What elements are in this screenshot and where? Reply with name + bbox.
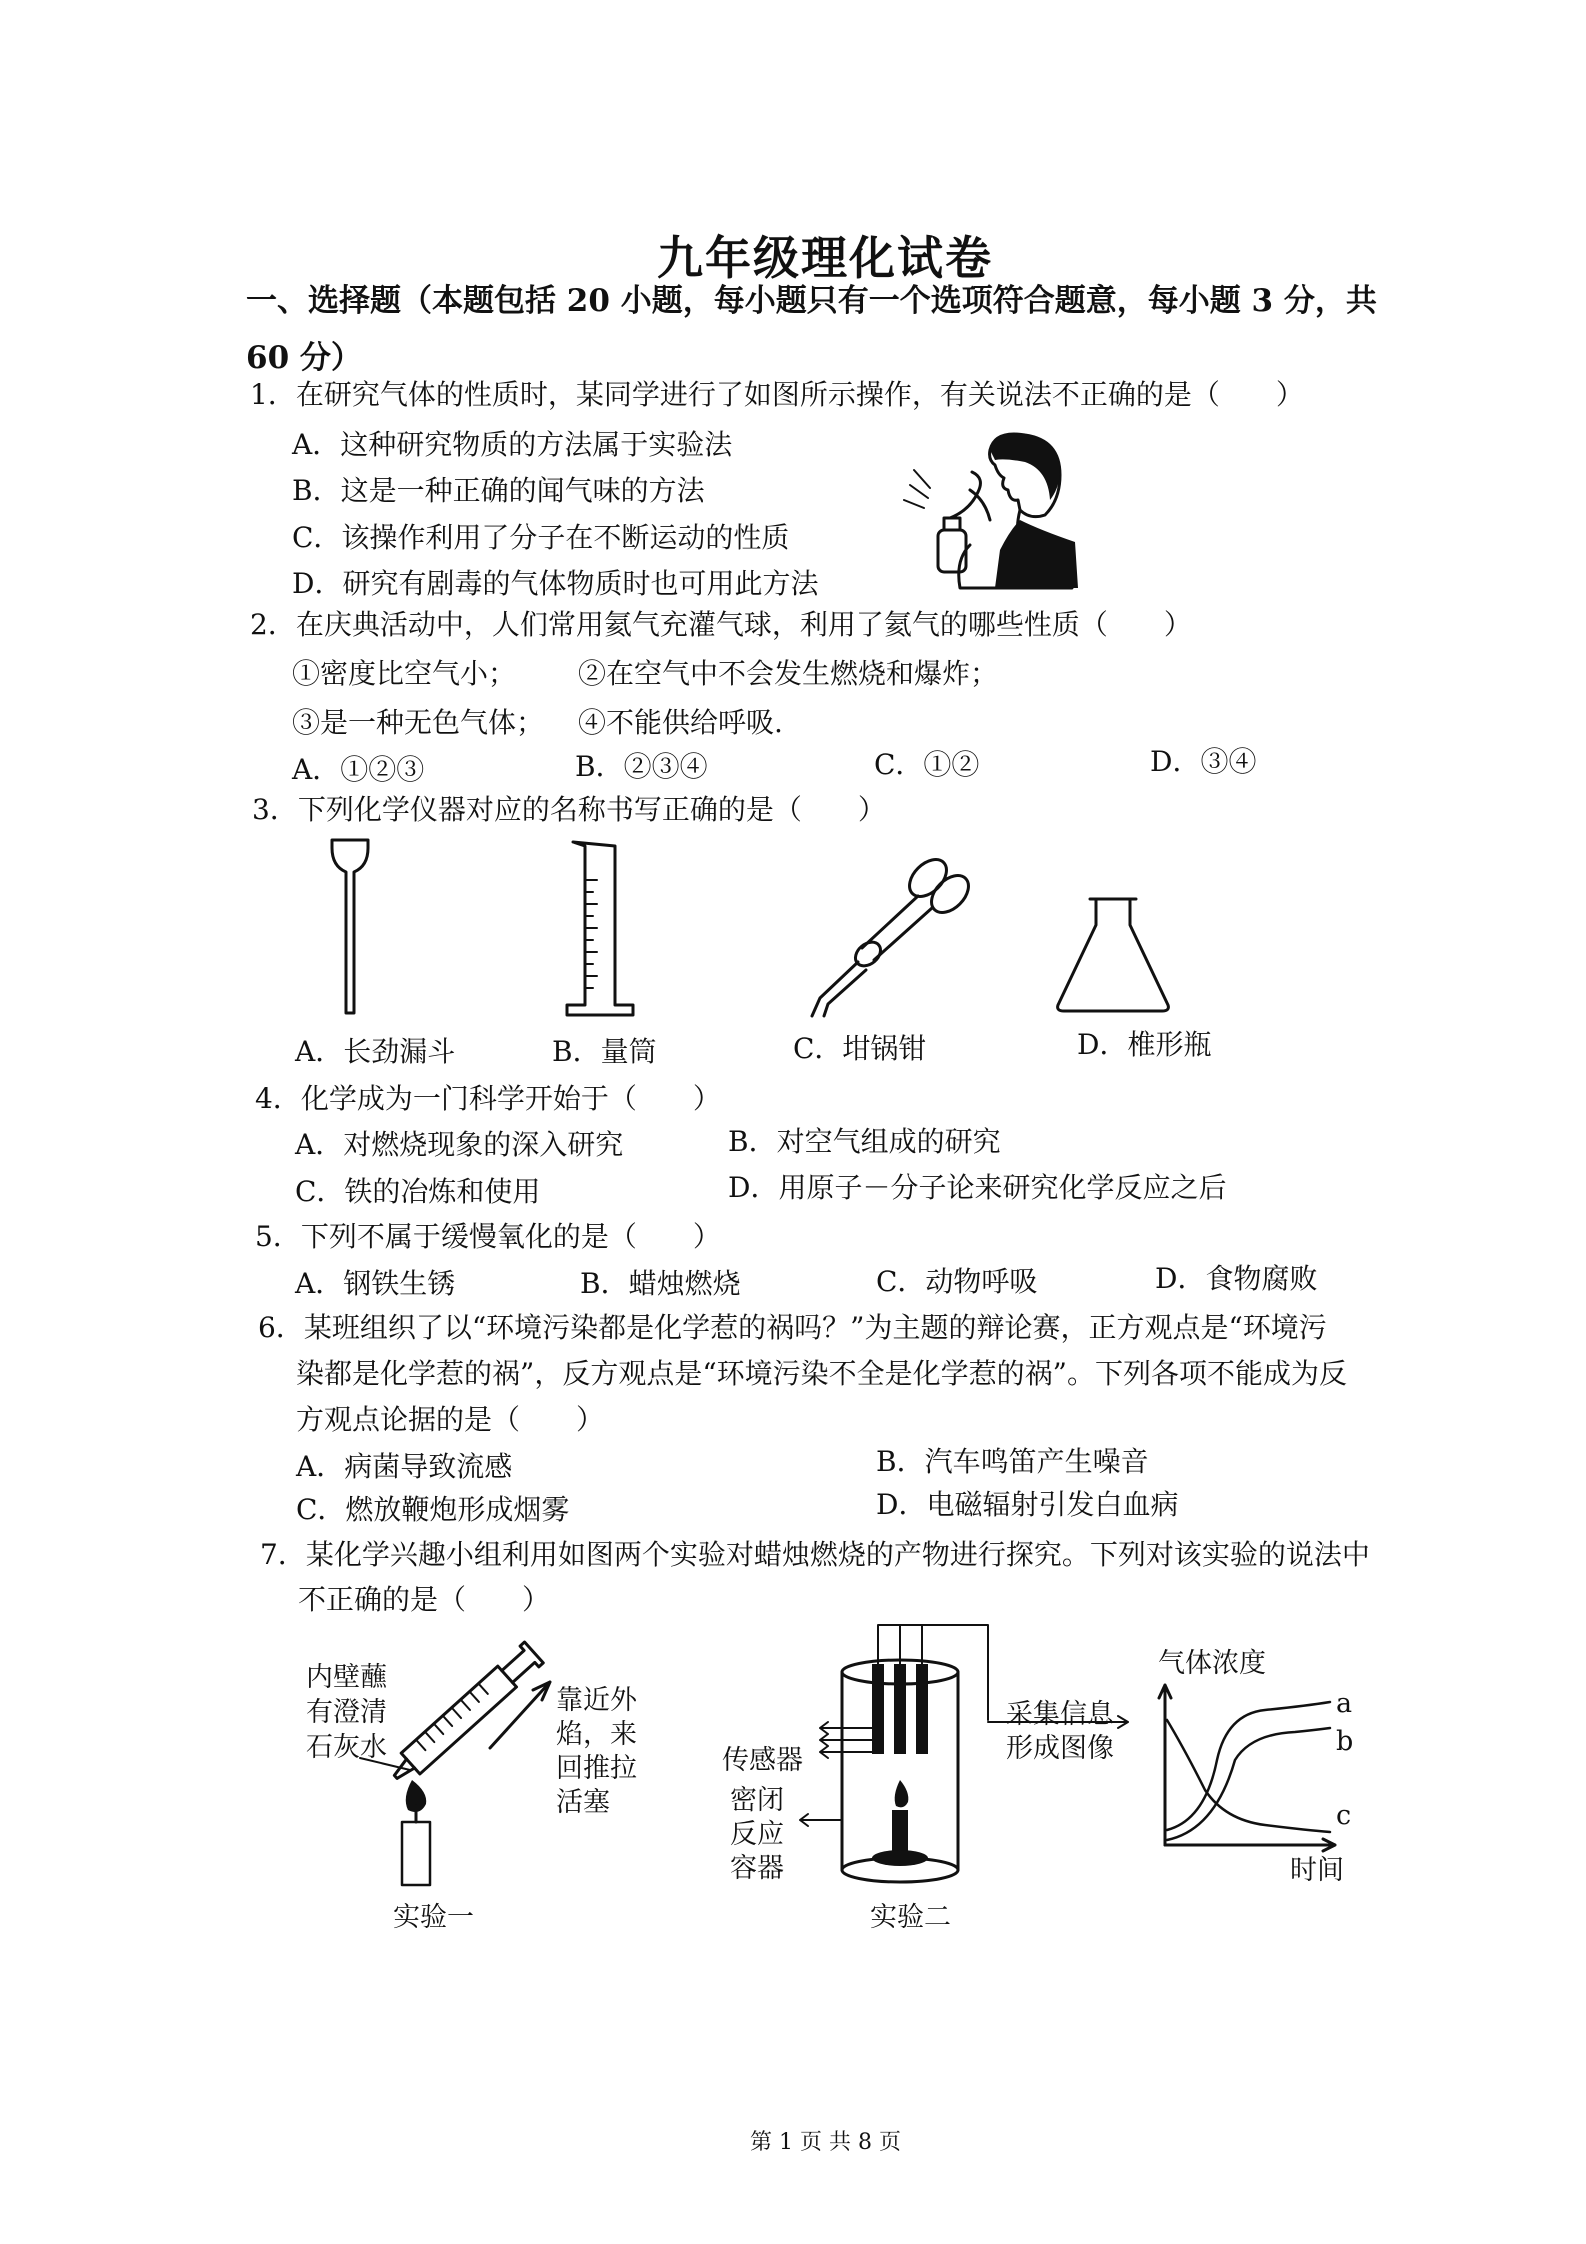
q2-statement-2: ②在空气中不会发生燃烧和爆炸；: [578, 657, 999, 690]
curve-b-label: b: [1336, 1726, 1354, 1757]
exp2-collect-label2: 形成图像: [1006, 1733, 1114, 1764]
q2-statement-1: ①密度比空气小；: [292, 657, 517, 690]
q6-option-b: B．汽车鸣笛产生噪音: [876, 1445, 1149, 1478]
exp1-label-b4: 活塞: [556, 1787, 610, 1818]
sealed-container-figure: [800, 1620, 1010, 1900]
exp1-caption: 实验一: [393, 1902, 474, 1933]
q5-option-c: C．动物呼吸: [876, 1265, 1038, 1298]
q4-option-b: B．对空气组成的研究: [728, 1125, 1001, 1158]
page-footer: 第 1 页 共 8 页: [750, 2130, 901, 2155]
q4-option-d: D．用原子－分子论来研究化学反应之后: [728, 1171, 1227, 1204]
question-5-stem: 5．下列不属于缓慢氧化的是（ ）: [255, 1220, 721, 1253]
exp1-label-b3: 回推拉: [556, 1753, 637, 1784]
q1-option-c: C．该操作利用了分子在不断运动的性质: [292, 521, 790, 554]
q3-option-d: D．椎形瓶: [1077, 1028, 1212, 1061]
question-7-line1: 7．某化学兴趣小组利用如图两个实验对蜡烛燃烧的产物进行探究。下列对该实验的说法中: [260, 1538, 1370, 1571]
q3-option-c: C．坩锅钳: [793, 1032, 927, 1065]
exp1-label-a1: 内壁蘸: [306, 1662, 387, 1693]
curve-a-label: a: [1336, 1688, 1353, 1719]
q2-statement-4: ④不能供给呼吸.: [578, 706, 783, 739]
exp1-label-b1: 靠近外: [556, 1685, 637, 1716]
section-header-cont: 60 分）: [246, 340, 362, 376]
q2-option-d: D．③④: [1150, 745, 1257, 778]
q4-option-c: C．铁的冶炼和使用: [295, 1175, 541, 1208]
q2-option-b: B．②③④: [575, 750, 708, 783]
q5-option-b: B．蜡烛燃烧: [580, 1267, 741, 1300]
q1-option-d: D．研究有剧毒的气体物质时也可用此方法: [292, 567, 819, 600]
q5-option-d: D．食物腐败: [1155, 1262, 1318, 1295]
exp2-caption: 实验二: [870, 1902, 951, 1933]
exp2-sensor-label: 传感器: [722, 1745, 803, 1776]
q2-statement-3: ③是一种无色气体；: [292, 706, 545, 739]
q6-option-c: C．燃放鞭炮形成烟雾: [296, 1493, 570, 1526]
q5-option-a: A．钢铁生锈: [295, 1267, 456, 1300]
arrow-to-graph: [988, 1712, 1138, 1732]
question-1-stem: 1．在研究气体的性质时，某同学进行了如图所示操作，有关说法不正确的是（ ）: [250, 378, 1304, 411]
concentration-graph: [1155, 1680, 1340, 1850]
graph-xlabel: 时间: [1290, 1855, 1344, 1886]
exp2-container-label2: 反应: [730, 1819, 784, 1850]
q1-option-b: B．这是一种正确的闻气味的方法: [292, 474, 705, 507]
q6-option-a: A．病菌导致流感: [296, 1450, 513, 1483]
graph-ylabel: 气体浓度: [1158, 1648, 1266, 1679]
section-header: 一、选择题（本题包括 20 小题，每小题只有一个选项符合题意，每小题 3 分，共: [246, 283, 1377, 319]
syringe-candle-figure: [370, 1630, 570, 1890]
q1-option-a: A．这种研究物质的方法属于实验法: [292, 428, 733, 461]
question-7-line2: 不正确的是（ ）: [298, 1583, 551, 1616]
exp1-label-a2: 有澄清: [306, 1697, 387, 1728]
curve-c-label: c: [1336, 1800, 1352, 1831]
q2-option-c: C．①②: [874, 748, 980, 781]
graduated-cylinder-icon: [555, 840, 645, 1020]
question-4-stem: 4．化学成为一门科学开始于（ ）: [255, 1082, 721, 1115]
q3-option-b: B．量筒: [552, 1035, 657, 1068]
q2-option-a: A．①②③: [292, 753, 425, 786]
exp1-label-a3: 石灰水: [306, 1732, 387, 1763]
exp2-collect-label1: 采集信息: [1006, 1699, 1114, 1730]
question-6-line1: 6．某班组织了以“环境污染都是化学惹的祸吗？”为主题的辩论赛，正方观点是“环境污: [258, 1311, 1327, 1344]
exp2-container-label3: 容器: [730, 1853, 784, 1884]
page-title: 九年级理化试卷: [657, 231, 993, 285]
exp2-container-label1: 密闭: [730, 1785, 784, 1816]
crucible-tongs-icon: [800, 848, 980, 1018]
question-3-stem: 3．下列化学仪器对应的名称书写正确的是（ ）: [252, 793, 886, 826]
long-neck-funnel-icon: [320, 838, 380, 1018]
q6-option-d: D．电磁辐射引发白血病: [876, 1488, 1179, 1521]
q3-option-a: A．长劲漏斗: [295, 1035, 456, 1068]
exp1-label-b2: 焰，来: [556, 1719, 637, 1750]
smelling-gas-figure: [900, 430, 1080, 590]
q4-option-a: A．对燃烧现象的深入研究: [295, 1128, 624, 1161]
question-6-line2: 染都是化学惹的祸”，反方观点是“环境污染不全是化学惹的祸”。下列各项不能成为反: [296, 1357, 1347, 1390]
question-6-line3: 方观点论据的是（ ）: [296, 1403, 605, 1436]
question-2-stem: 2．在庆典活动中，人们常用氦气充灌气球，利用了氦气的哪些性质（ ）: [250, 608, 1192, 641]
conical-flask-icon: [1050, 895, 1180, 1015]
